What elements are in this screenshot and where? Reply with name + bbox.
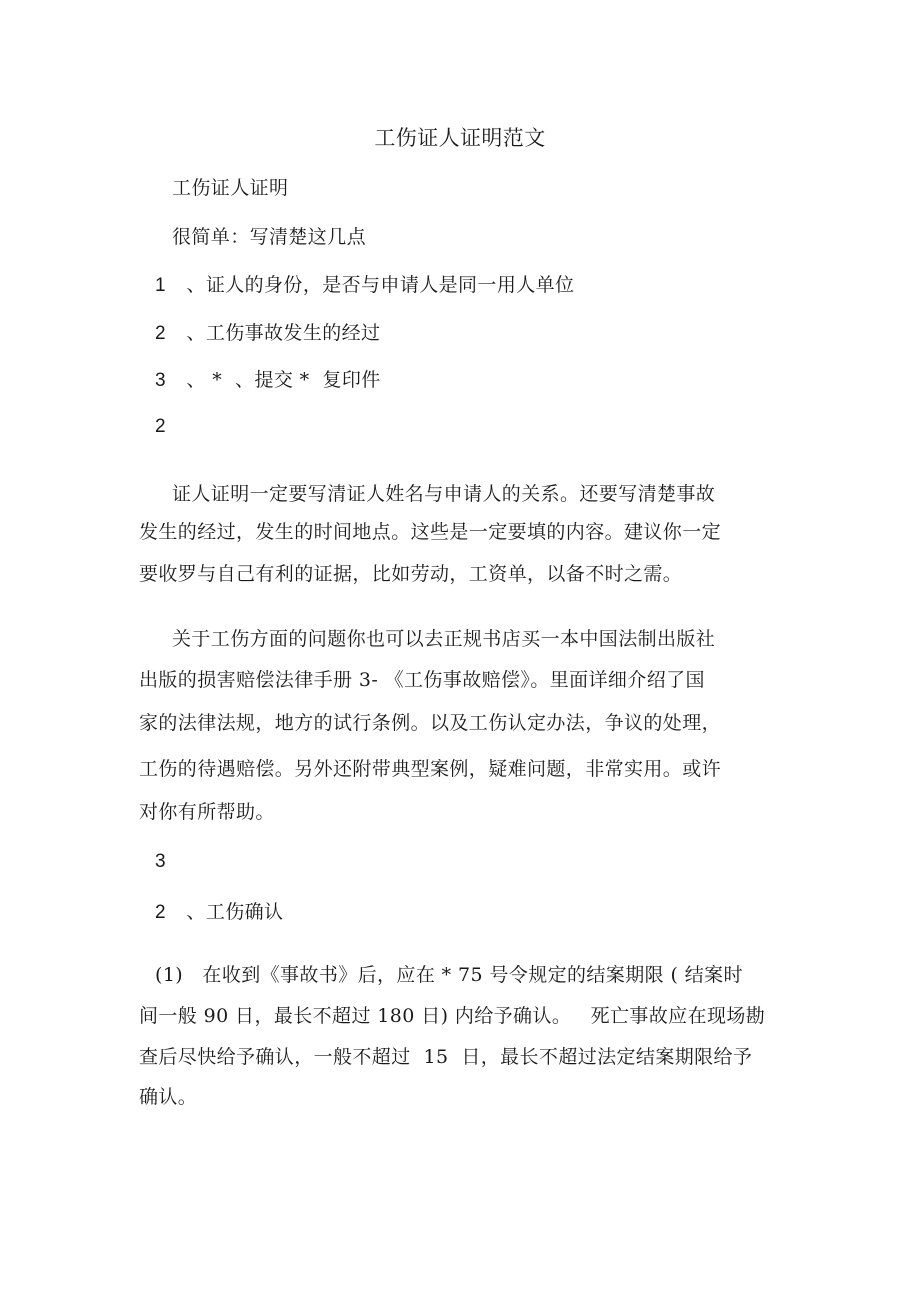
list-item bbox=[155, 321, 380, 346]
paragraph-line: 对你有所帮助。 bbox=[139, 801, 275, 823]
list-item-number: 1 bbox=[155, 275, 166, 296]
intro-line: 很简单：写清楚这几点 bbox=[172, 226, 367, 248]
paragraph-line: (1) 在收到《事故书》后，应在 * 75 号令规定的结案期限 ( 结案时 bbox=[155, 964, 743, 986]
paragraph-line: 工伤的待遇赔偿。另外还附带典型案例，疑难问题，非常实用。或许 bbox=[139, 758, 722, 780]
list-item-number: 3 bbox=[155, 370, 166, 391]
paragraph-line: 要收罗与自己有利的证据，比如劳动，工资单，以备不时之需。 bbox=[139, 563, 683, 585]
list-item-text: 、证人的身份，是否与申请人是同一用人单位 bbox=[186, 274, 575, 296]
section-heading bbox=[155, 900, 283, 925]
paragraph-line: 家的法律法规，地方的试行条例。以及工伤认定办法，争议的处理， bbox=[139, 712, 722, 734]
document-title: 工伤证人证明范文 bbox=[374, 126, 546, 150]
list-item bbox=[155, 368, 381, 393]
section-number: 2 bbox=[155, 416, 166, 437]
list-item bbox=[155, 273, 574, 298]
section-number: 3 bbox=[155, 851, 166, 872]
section-heading-text: 、工伤确认 bbox=[186, 901, 284, 923]
paragraph-line: 出版的损害赔偿法律手册 3- 《工伤事故赔偿》。里面详细介绍了国 bbox=[139, 669, 705, 691]
paragraph-line: 确认。 bbox=[139, 1086, 198, 1108]
paragraph-line: 间一般 90 日，最长不超过 180 日) 内给予确认。 死亡事故应在现场勘 bbox=[139, 1005, 766, 1027]
list-item-text: 、工伤事故发生的经过 bbox=[186, 322, 381, 344]
list-item-number: 2 bbox=[155, 323, 166, 344]
paragraph-line: 查后尽快给予确认，一般不超过 15 日，最长不超过法定结案期限给予 bbox=[139, 1046, 753, 1068]
paragraph-line: 发生的经过，发生的时间地点。这些是一定要填的内容。建议你一定 bbox=[139, 521, 722, 543]
paragraph-line: 证人证明一定要写清证人姓名与申请人的关系。还要写清楚事故 bbox=[172, 483, 716, 505]
paragraph-line: 关于工伤方面的问题你也可以去正规书店买一本中国法制出版社 bbox=[172, 628, 716, 650]
section-heading-number: 2 bbox=[155, 902, 166, 923]
document-subtitle: 工伤证人证明 bbox=[172, 177, 289, 199]
list-item-text: 、 * 、提交 * 复印件 bbox=[186, 369, 381, 391]
